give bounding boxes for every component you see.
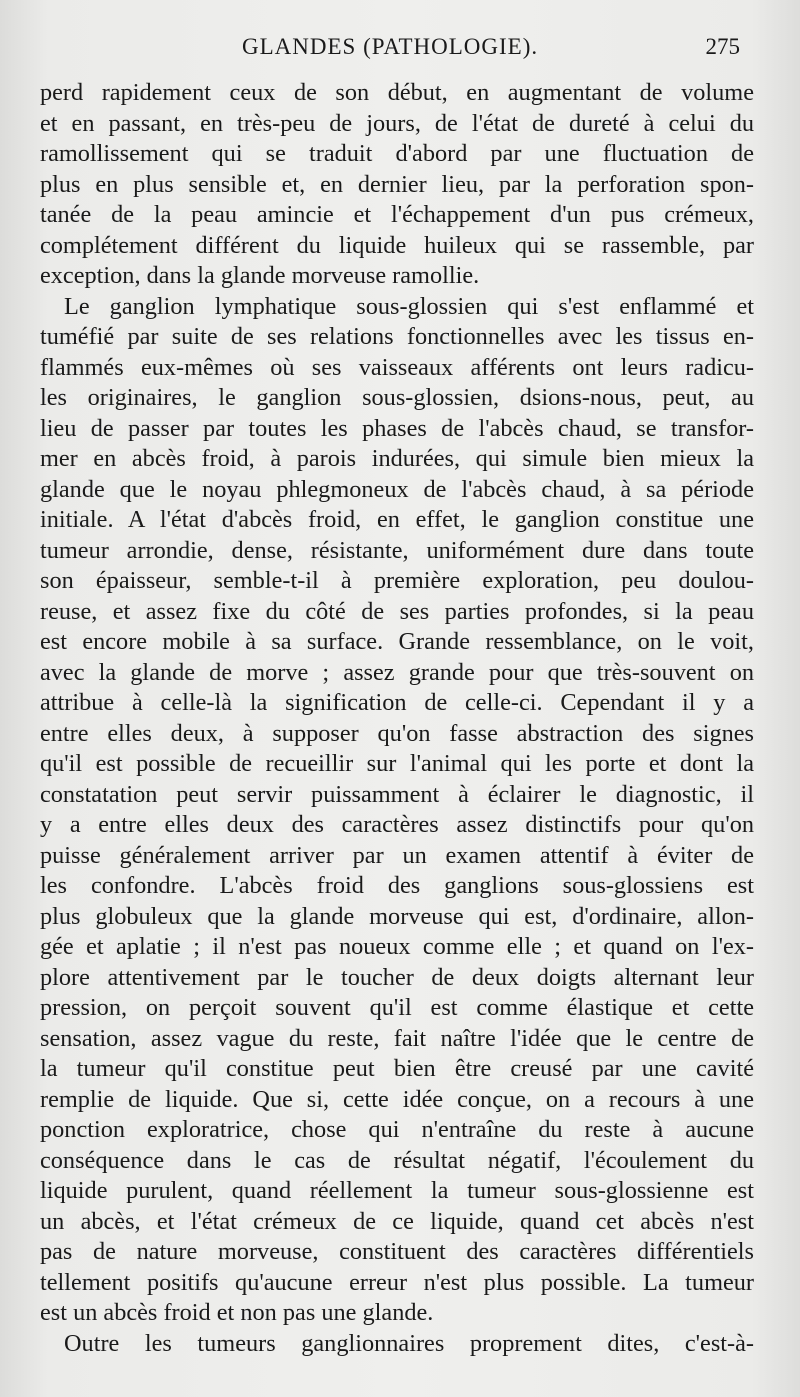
text-line: les confondre. L'abcès froid des ganglions sous-glossiens est: [40, 872, 754, 899]
text-line: un abcès, et l'état crémeux de ce liquide, quand cet abcès n'est: [40, 1207, 754, 1235]
text-line: plus globuleux que la glande morveuse qui est, d'ordinaire, allon-: [40, 902, 754, 930]
text-line: initiale. A l'état d'abcès froid, en effet, le ganglion constitue une: [40, 506, 754, 533]
text-line: mer en abcès froid, à parois indurées, qui simule bien mieux la: [40, 445, 754, 472]
text-line: tumeur arrondie, dense, résistante, uniformément dure dans toute: [40, 536, 754, 564]
text-line: avec la glande de morve ; assez grande pour que très-souvent on: [40, 658, 754, 686]
text-line: la tumeur qu'il constitue peut bien être creusé par une cavité: [40, 1055, 754, 1082]
text-line: exception, dans la glande morveuse ramollie.: [40, 262, 480, 289]
text-line: ponction exploratrice, chose qui n'entraîne du reste à aucune: [40, 1116, 754, 1143]
text-line: pression, on perçoit souvent qu'il est comme élastique et cette: [40, 994, 754, 1021]
text-line: perd rapidement ceux de son début, en augmentant de volume: [40, 79, 754, 106]
text-line: son épaisseur, semble-t-il à première exploration, peu doulou-: [40, 567, 754, 594]
text-line: ramollissement qui se traduit d'abord par une fluctuation de: [40, 140, 754, 167]
text-line: qu'il est possible de recueillir sur l'animal qui les porte et dont la: [40, 750, 754, 777]
text-line: est encore mobile à sa surface. Grande ressemblance, on le voit,: [40, 628, 754, 655]
text-line: gée et aplatie ; il n'est pas noueux comme elle ; et quand on l'ex-: [40, 933, 754, 960]
text-line: complétement différent du liquide huileux qui se rassemble, par: [40, 231, 754, 259]
running-head: [40, 30, 740, 64]
text-line: remplie de liquide. Que si, cette idée conçue, on a recours à une: [40, 1085, 754, 1113]
body-text: [40, 78, 754, 1359]
text-line: Le ganglion lymphatique sous-glossien qui s'est enflammé et: [64, 292, 754, 320]
text-line: y a entre elles deux des caractères assez distinctifs pour qu'on: [40, 811, 754, 838]
text-line: lieu de passer par toutes les phases de l'abcès chaud, se transfor-: [40, 414, 754, 442]
text-line: attribue à celle-là la signification de celle-ci. Cependant il y a: [40, 689, 754, 716]
running-title: GLANDES (PATHOLOGIE).: [242, 34, 539, 59]
text-line: tanée de la peau amincie et l'échappement d'un pus crémeux,: [40, 201, 754, 228]
text-line: conséquence dans le cas de résultat négatif, l'écoulement du: [40, 1146, 754, 1174]
text-line: constatation peut servir puissamment à éclairer le diagnostic, il: [40, 780, 754, 808]
text-line: les originaires, le ganglion sous-glossien, dsions-nous, peut, au: [40, 384, 754, 411]
text-line: sensation, assez vague du reste, fait naître l'idée que le centre de: [40, 1024, 754, 1052]
page-number: 275: [705, 34, 740, 59]
text-line: puisse généralement arriver par un examen attentif à éviter de: [40, 841, 754, 869]
text-line: liquide purulent, quand réellement la tumeur sous-glossienne est: [40, 1177, 754, 1204]
text-line: plore attentivement par le toucher de deux doigts alternant leur: [40, 963, 754, 991]
text-line: Outre les tumeurs ganglionnaires proprement dites, c'est-à-: [64, 1329, 754, 1357]
text-line: tellement positifs qu'aucune erreur n'est plus possible. La tumeur: [40, 1268, 754, 1296]
text-line: tuméfié par suite de ses relations fonctionnelles avec les tissus en-: [40, 323, 754, 350]
text-line: et en passant, en très-peu de jours, de l'état de dureté à celui du: [40, 109, 754, 137]
text-line: entre elles deux, à supposer qu'on fasse abstraction des signes: [40, 719, 754, 747]
text-line: est un abcès froid et non pas une glande.: [40, 1299, 434, 1326]
text-line: plus en plus sensible et, en dernier lieu, par la perforation spon-: [40, 170, 754, 198]
text-line: glande que le noyau phlegmoneux de l'abcès chaud, à sa période: [40, 475, 754, 503]
text-line: reuse, et assez fixe du côté de ses parties profondes, si la peau: [40, 597, 754, 625]
text-line: flammés eux-mêmes où ses vaisseaux afférents ont leurs radicu-: [40, 353, 754, 381]
text-line: pas de nature morveuse, constituent des caractères différentiels: [40, 1238, 754, 1265]
